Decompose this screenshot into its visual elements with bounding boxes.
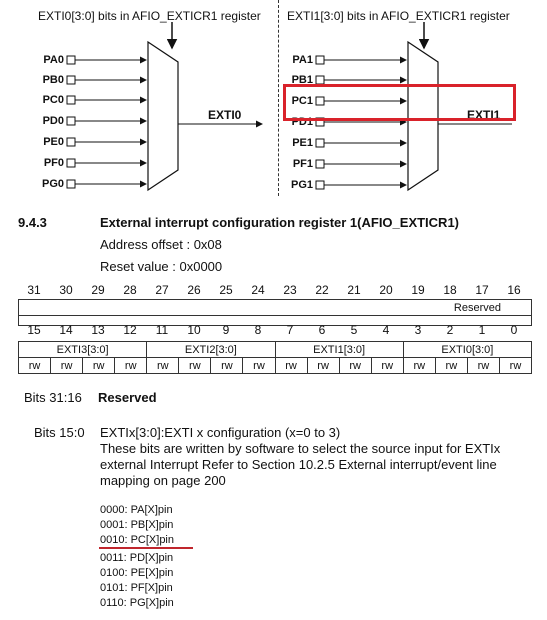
- bits-31-16-label: Bits 31:16: [24, 390, 82, 405]
- bit-number: 19: [411, 283, 425, 297]
- upper-bit-numbers: [18, 283, 532, 297]
- access-cell: rw: [211, 358, 243, 374]
- highlight-box: [283, 84, 516, 121]
- bit-number: 16: [507, 283, 521, 297]
- bits-15-0-heading: EXTIx[3:0]:EXTI x configuration (x=0 to 3): [100, 425, 341, 440]
- right-mux-title: EXTI1[3:0] bits in AFIO_EXTICR1 register: [287, 9, 510, 23]
- diagram-divider: [278, 0, 279, 196]
- bit-number: 27: [155, 283, 169, 297]
- access-cell: rw: [403, 358, 435, 374]
- option-0011: 0011: PD[X]pin: [100, 552, 174, 564]
- bits-31-16-text: Reserved: [98, 390, 157, 405]
- right-input-pc1: PC1: [291, 95, 313, 107]
- bit-number: 3: [414, 323, 422, 337]
- left-mux-title: EXTI0[3:0] bits in AFIO_EXTICR1 register: [38, 9, 261, 23]
- bit-number: 29: [91, 283, 105, 297]
- option-0100: 0100: PE[X]pin: [100, 567, 174, 579]
- bits-15-0-desc-3: mapping on page 200: [100, 473, 226, 488]
- reset-value: Reset value : 0x0000: [100, 259, 223, 274]
- bit-number: 13: [91, 323, 105, 337]
- access-cell: rw: [275, 358, 307, 374]
- bit-number: 5: [350, 323, 358, 337]
- option-0000: 0000: PA[X]pin: [100, 504, 173, 516]
- bit-number: 12: [123, 323, 137, 337]
- bit-number: 11: [155, 323, 169, 337]
- lower-bit-numbers: [18, 323, 532, 337]
- access-cell: rw: [179, 358, 211, 374]
- bit-number: 30: [59, 283, 73, 297]
- option-underline: [99, 547, 193, 549]
- field-exti1: EXTI1[3:0]: [275, 342, 403, 358]
- access-cell: rw: [115, 358, 147, 374]
- access-cell: rw: [19, 358, 51, 374]
- left-mux-output-label: EXTI0: [208, 108, 242, 122]
- left-input-pf0: PF0: [43, 157, 64, 169]
- left-input-pd0: PD0: [42, 115, 64, 127]
- bit-number: 25: [219, 283, 233, 297]
- bit-number: 10: [187, 323, 201, 337]
- field-exti3: EXTI3[3:0]: [19, 342, 147, 358]
- bit-number: 9: [222, 323, 230, 337]
- bit-number: 6: [318, 323, 326, 337]
- field-exti2: EXTI2[3:0]: [147, 342, 275, 358]
- access-cell: rw: [243, 358, 275, 374]
- access-cell: rw: [371, 358, 403, 374]
- bit-number: 24: [251, 283, 265, 297]
- bit-number: 4: [382, 323, 390, 337]
- access-cell: rw: [499, 358, 531, 374]
- bit-number: 14: [59, 323, 73, 337]
- left-input-pa0: PA0: [43, 54, 64, 66]
- bits-15-0-label: Bits 15:0: [34, 425, 85, 440]
- bits-15-0-desc-2: external Interrupt Refer to Section 10.2.5 External interrupt/event line: [100, 457, 497, 472]
- bit-number: 23: [283, 283, 297, 297]
- right-input-pe1: PE1: [292, 137, 313, 149]
- left-input-pe0: PE0: [43, 136, 64, 148]
- access-cell: rw: [83, 358, 115, 374]
- bit-number: 8: [254, 323, 262, 337]
- access-cell: rw: [339, 358, 371, 374]
- section-title: External interrupt configuration register 1(AFIO_EXTICR1): [100, 215, 459, 230]
- bits-15-0-desc-1: These bits are written by software to select the source input for EXTIx: [100, 441, 501, 456]
- right-mux-output-label: EXTI1: [467, 108, 501, 122]
- section-number: 9.4.3: [18, 215, 47, 230]
- bit-number: 0: [510, 323, 518, 337]
- address-offset: Address offset : 0x08: [100, 237, 222, 252]
- access-cell: rw: [435, 358, 467, 374]
- left-input-pg0: PG0: [41, 178, 64, 190]
- access-cell: rw: [51, 358, 83, 374]
- register-lower-table: [18, 341, 532, 374]
- reserved-field: Reserved: [19, 300, 532, 316]
- field-exti0: EXTI0[3:0]: [403, 342, 531, 358]
- bit-number: 31: [27, 283, 41, 297]
- left-input-pb0: PB0: [42, 74, 64, 86]
- left-mux-diagram: [0, 0, 278, 196]
- left-input-lines: [67, 56, 146, 188]
- option-0101: 0101: PF[X]pin: [100, 582, 173, 594]
- register-upper-table: [18, 299, 532, 326]
- bit-number: 28: [123, 283, 137, 297]
- bit-number: 22: [315, 283, 329, 297]
- right-input-pf1: PF1: [292, 158, 313, 170]
- bit-number: 17: [475, 283, 489, 297]
- bit-number: 15: [27, 323, 41, 337]
- access-cell: rw: [147, 358, 179, 374]
- right-input-pd1: PD1: [291, 116, 313, 128]
- bit-number: 1: [478, 323, 486, 337]
- bit-number: 7: [286, 323, 294, 337]
- left-mux-shape: [148, 42, 178, 190]
- option-0001: 0001: PB[X]pin: [100, 519, 174, 531]
- right-input-lines: [316, 56, 406, 189]
- option-0110: 0110: PG[X]pin: [100, 597, 174, 609]
- bit-number: 21: [347, 283, 361, 297]
- right-input-pb1: PB1: [291, 74, 313, 86]
- bit-number: 2: [446, 323, 454, 337]
- bit-number: 26: [187, 283, 201, 297]
- bit-number: 18: [443, 283, 457, 297]
- option-0010: 0010: PC[X]pin: [100, 534, 174, 546]
- left-input-pc0: PC0: [42, 94, 64, 106]
- access-cell: rw: [467, 358, 499, 374]
- right-input-pg1: PG1: [290, 179, 313, 191]
- bit-number: 20: [379, 283, 393, 297]
- right-input-pa1: PA1: [292, 54, 313, 66]
- access-cell: rw: [307, 358, 339, 374]
